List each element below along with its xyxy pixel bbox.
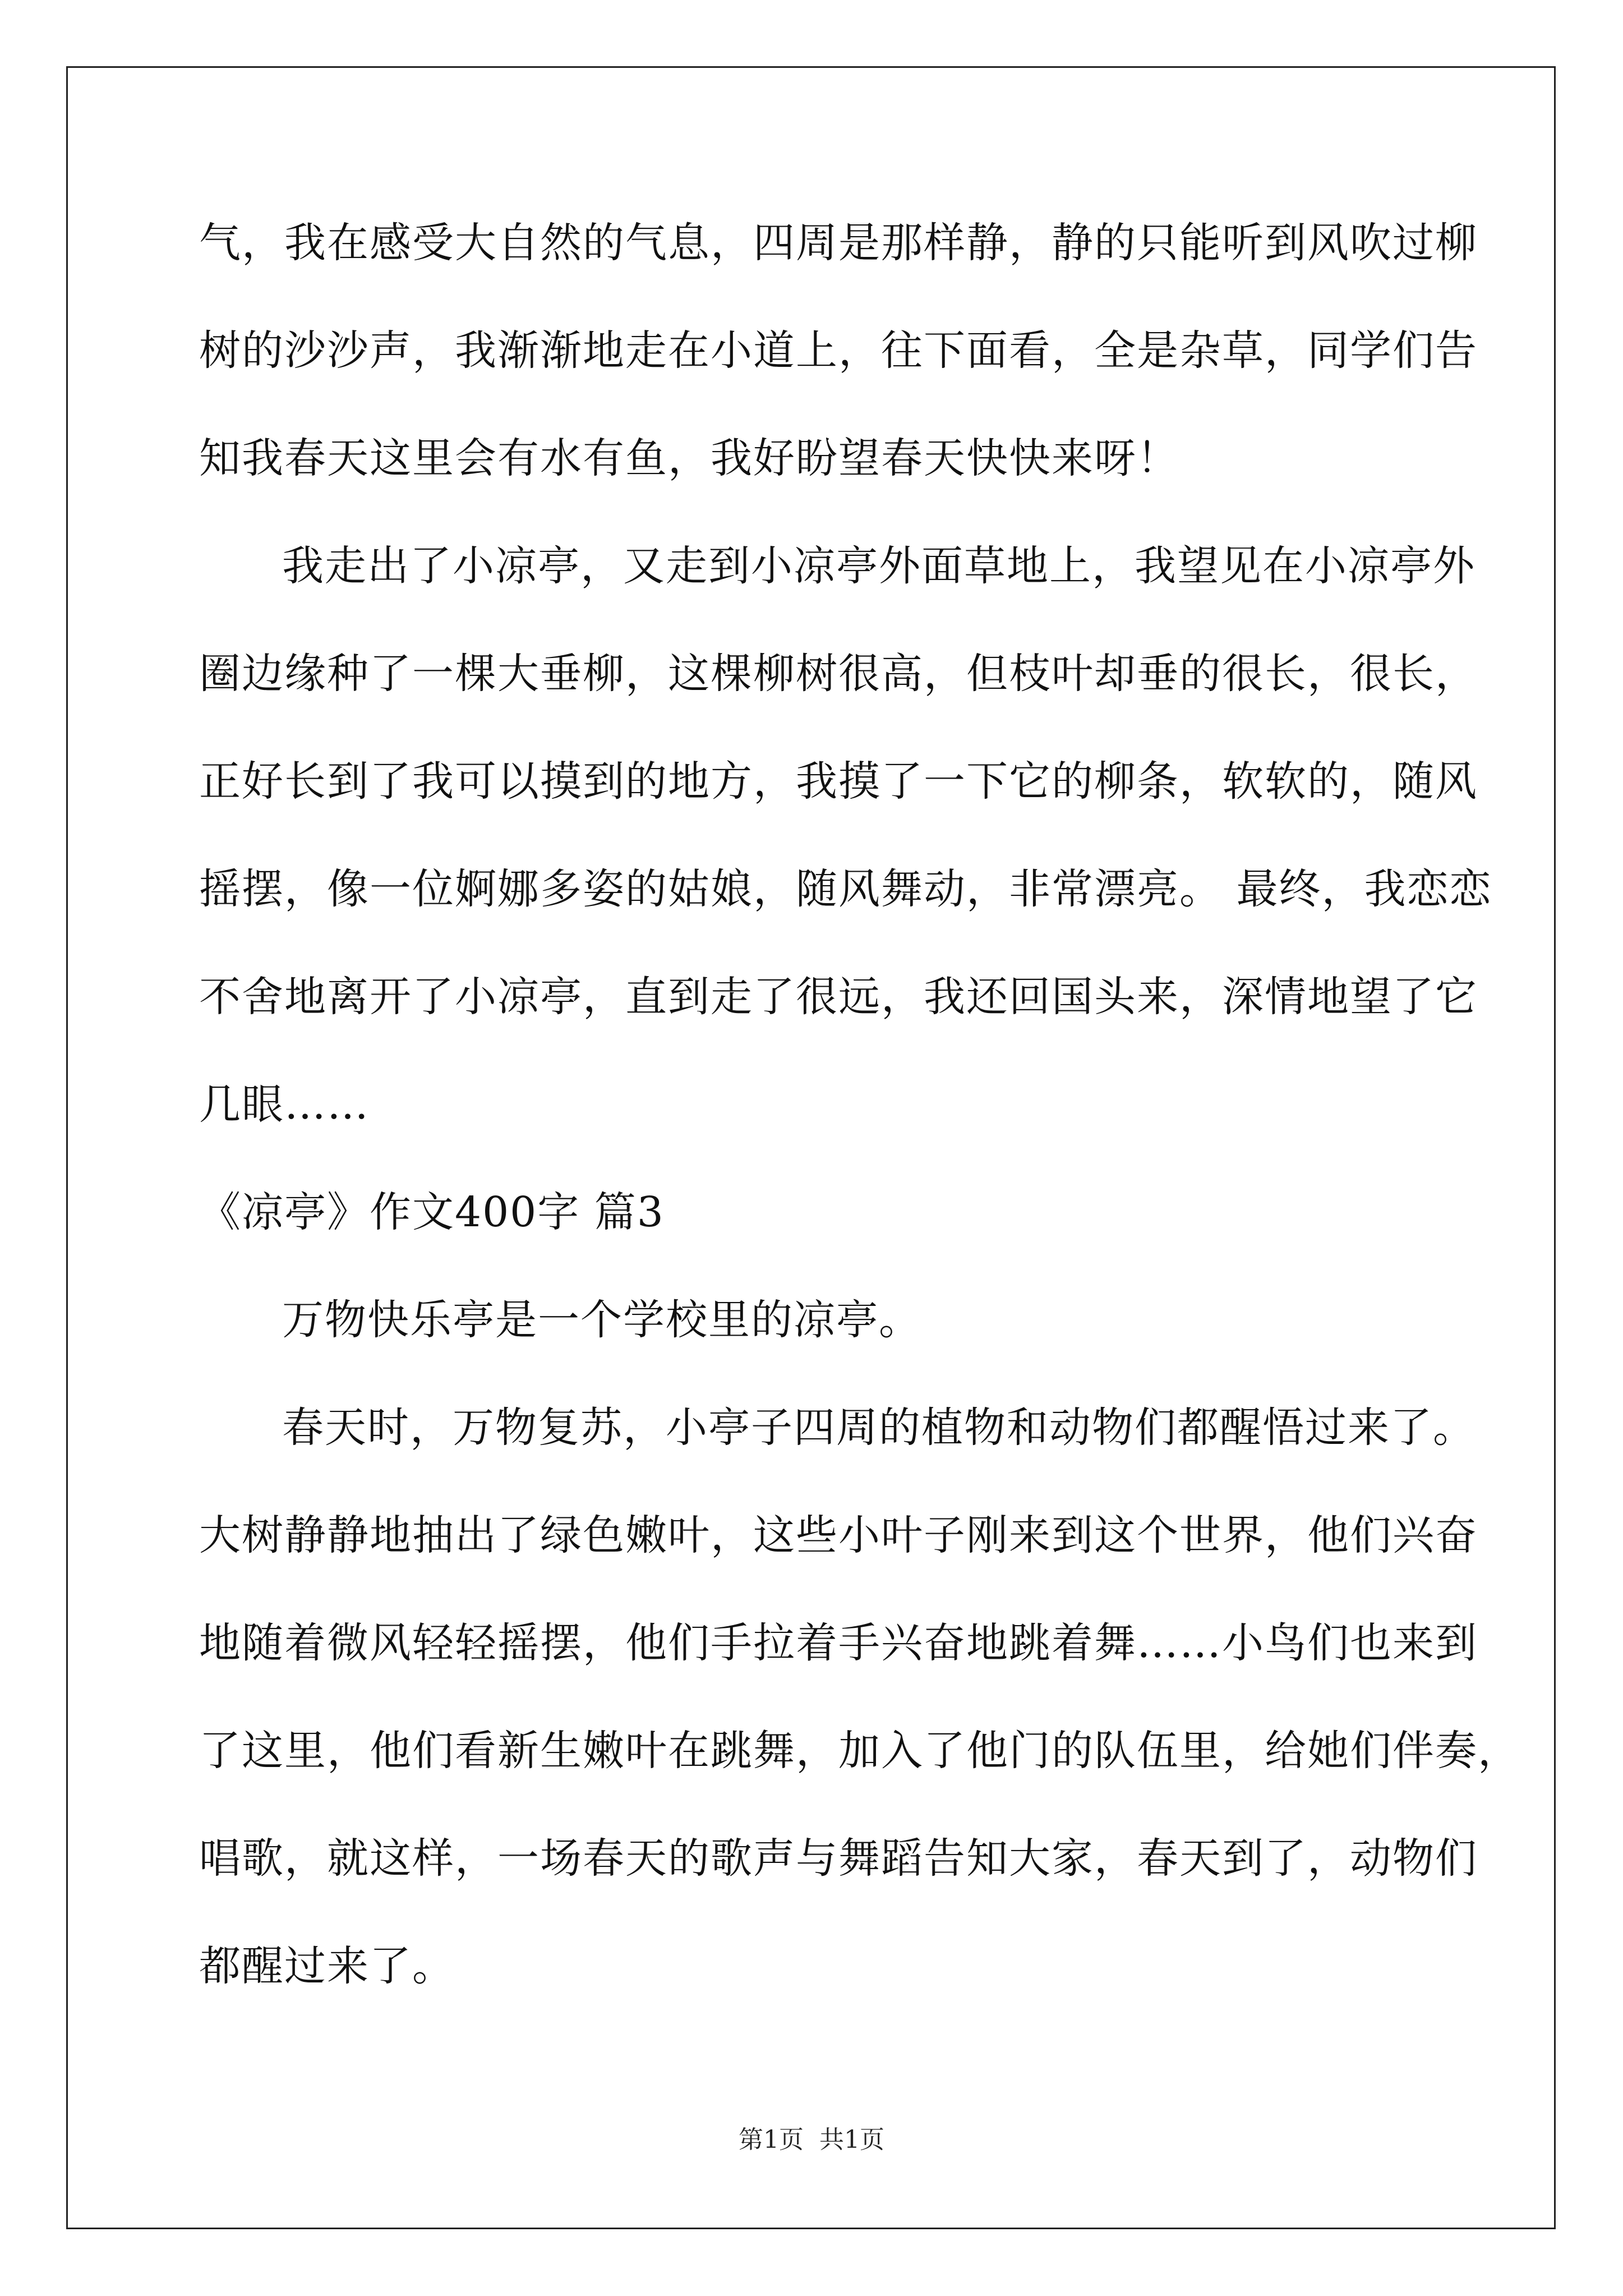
text-line: 春天时，万物复苏，小亭子四周的植物和动物们都醒悟过来了。 (282, 1404, 1476, 1452)
text-line: 不舍地离开了小凉亭，直到走了很远，我还回国头来，深情地望了它 (199, 973, 1478, 1021)
text-line: 了这里，他们看新生嫩叶在跳舞，加入了他门的队伍里，给她们伴奏， (199, 1727, 1520, 1775)
text-line: 知我春天这里会有水有鱼，我好盼望春天快快来呀！ (199, 434, 1179, 482)
page-border (66, 66, 1556, 2229)
text-line: 几眼…… (199, 1080, 370, 1129)
page-total: 共1页 (819, 2125, 884, 2154)
text-line: 圈边缘种了一棵大垂柳，这棵柳树很高，但枝叶却垂的很长，很长， (199, 650, 1478, 698)
page-number: 第1页 (739, 2125, 804, 2154)
text-line: 都醒过来了。 (199, 1942, 455, 1990)
text-line: 地随着微风轻轻摇摆，他们手拉着手兴奋地跳着舞……小鸟们也来到 (199, 1619, 1478, 1667)
text-line: 唱歌，就这样，一场春天的歌声与舞蹈告知大家，春天到了，动物们 (199, 1834, 1478, 1883)
text-line: 正好长到了我可以摸到的地方，我摸了一下它的柳条，软软的，随风 (199, 757, 1478, 806)
page-footer (0, 2123, 1623, 2157)
text-line: 万物快乐亭是一个学校里的凉亭。 (282, 1296, 921, 1344)
text-line: 气，我在感受大自然的气息，四周是那样静，静的只能听到风吹过柳 (199, 219, 1478, 267)
text-line: 摇摆，像一位婀娜多姿的姑娘，随风舞动，非常漂亮。 最终，我恋恋 (199, 865, 1492, 913)
text-line: 大树静静地抽出了绿色嫩叶，这些小叶子刚来到这个世界，他们兴奋 (199, 1511, 1478, 1559)
text-line: 树的沙沙声，我渐渐地走在小道上，往下面看，全是杂草，同学们告 (199, 326, 1478, 375)
section-heading: 《凉亭》作文400字 篇3 (199, 1188, 665, 1236)
text-line: 我走出了小凉亭，又走到小凉亭外面草地上，我望见在小凉亭外 (282, 542, 1476, 590)
